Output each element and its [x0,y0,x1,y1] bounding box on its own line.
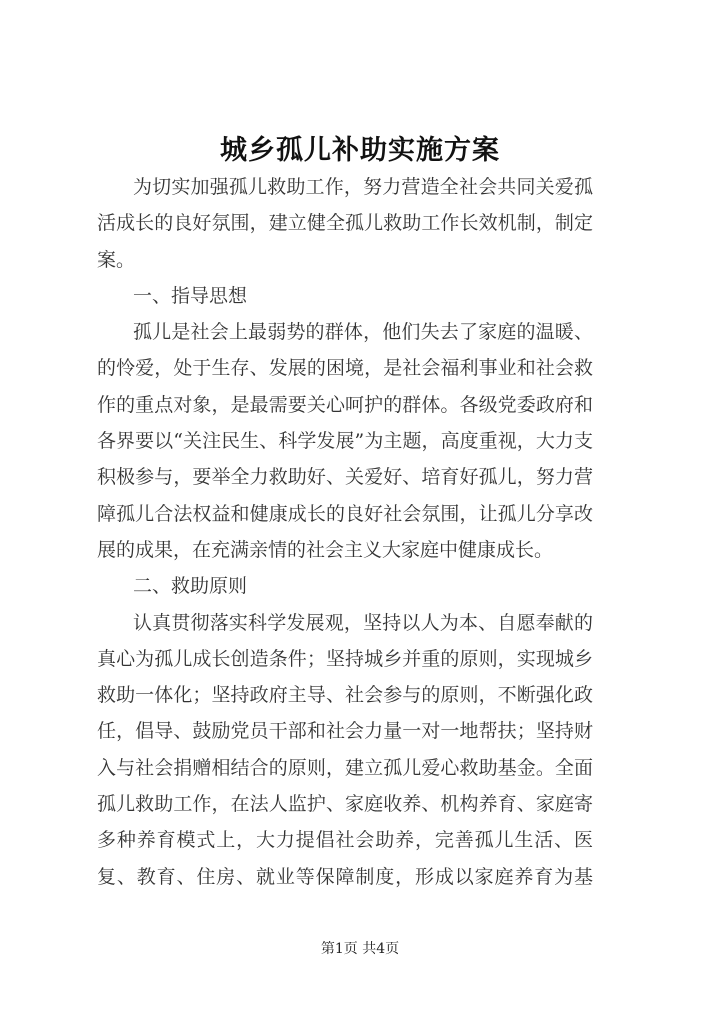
paragraph-line: 积极参与，要举全力救助好、关爱好、培育好孤儿，努力营 [97,466,593,489]
paragraph-line: 作的重点对象，是最需要关心呵护的群体。各级党委政府和 [97,393,593,416]
section-heading: 一、指导思想 [133,284,248,307]
paragraph-line: 的怜爱，处于生存、发展的困境，是社会福利事业和社会救 [97,357,593,380]
page-footer: 第1页 共4页 [320,941,400,957]
paragraph-line: 孤儿救助工作，在法人监护、家庭收养、机构养育、家庭寄 [97,793,593,816]
paragraph-line: 展的成果，在充满亲情的社会主义大家庭中健康成长。 [97,538,554,561]
paragraph-line: 多种养育模式上，大力提倡社会助养，完善孤儿生活、医 [97,829,593,852]
section-heading: 二、救助原则 [133,575,248,598]
paragraph-line: 认真贯彻落实科学发展观，坚持以人为本、自愿奉献的 [133,611,593,634]
paragraph-line: 救助一体化；坚持政府主导、社会参与的原则，不断强化政 [97,684,593,707]
paragraph-line: 障孤儿合法权益和健康成长的良好社会氛围，让孤儿分享改 [97,502,593,525]
paragraph-line: 案。 [97,248,136,271]
paragraph-line: 活成长的良好氛围，建立健全孤儿救助工作长效机制，制定 [97,212,593,235]
paragraph-line: 为切实加强孤儿救助工作，努力营造全社会共同关爱孤 [133,176,593,198]
document-title: 城乡孤儿补助实施方案 [220,135,500,166]
document-body [97,169,593,895]
paragraph-line: 任，倡导、鼓励党员干部和社会力量一对一地帮扶；坚持财 [97,720,593,743]
paragraph-line: 复、教育、住房、就业等保障制度，形成以家庭养育为基 [97,865,593,888]
paragraph-line: 入与社会捐赠相结合的原则，建立孤儿爱心救助基金。全面 [97,756,593,779]
paragraph-line: 孤儿是社会上最弱势的群体，他们失去了家庭的温暖、 [133,321,593,344]
paragraph-line: 各界要以“关注民生、科学发展”为主题，高度重视，大力支 [97,430,593,453]
paragraph-line: 真心为孤儿成长创造条件；坚持城乡并重的原则，实现城乡 [97,647,593,670]
